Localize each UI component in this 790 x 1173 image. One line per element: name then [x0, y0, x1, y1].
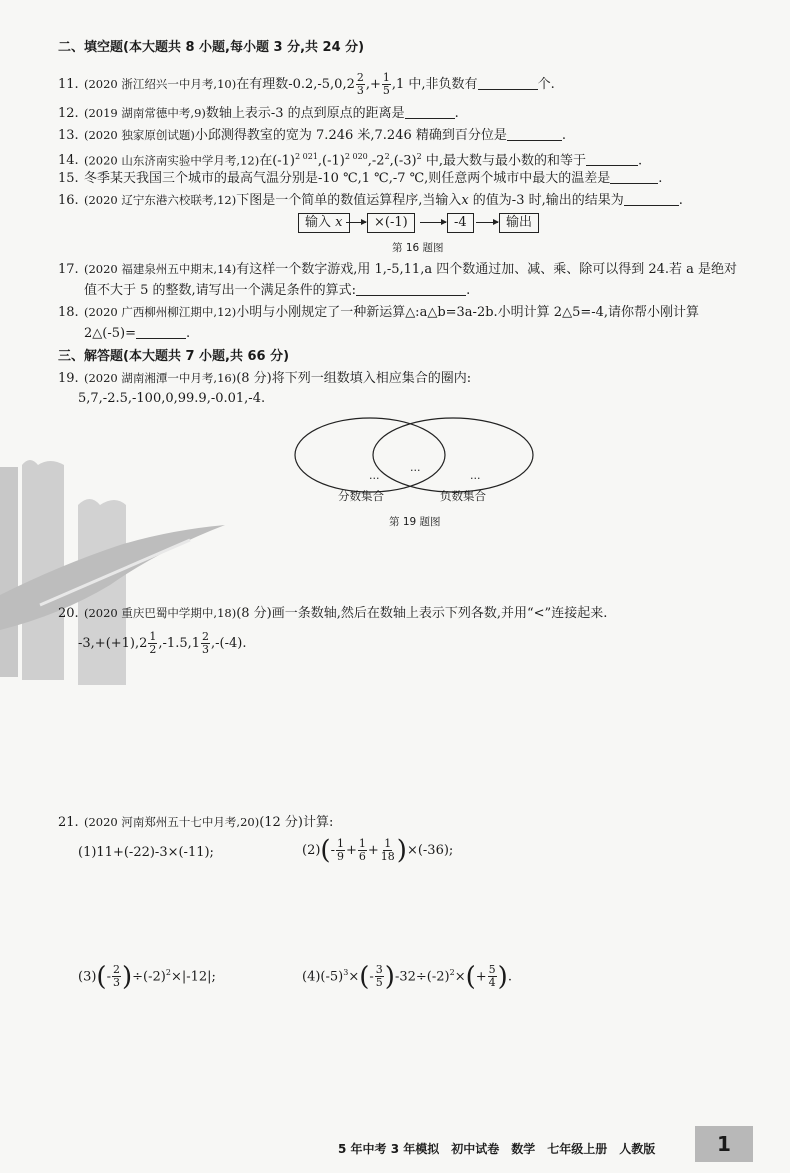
question-number: 19. [58, 371, 79, 386]
question-number: 18. [58, 305, 79, 320]
question-15: 15. 冬季某天我国三个城市的最高气温分别是-10 ℃,1 ℃,-7 ℃,则任意两个城市中最大的温差是 . [58, 171, 663, 186]
venn-dots-middle: … [410, 462, 421, 474]
flow-input-box: 输入 x [298, 213, 350, 233]
decorative-background-graphic [0, 455, 240, 695]
question-number: 11. [58, 77, 79, 92]
fraction: $\frac{2}{3}$ [202, 630, 210, 656]
question-source: (2020 山东济南实验中学月考,12) [84, 153, 260, 168]
question-number: 20. [58, 606, 79, 621]
negative-set-ellipse [373, 418, 533, 492]
fraction: $\frac{2}{3}$ [356, 71, 364, 97]
question-12: 12. (2019 湖南常德中考,9)数轴上表示-3 的点到原点的距离是 . [58, 106, 459, 121]
q21-part1: (1)11+(-22)-3×(-11); [78, 845, 214, 860]
question-11: 11. (2020 浙江绍兴一中月考,10)在有理数-0.2,-5,0,2 $\frac{2}{3}$ ,+ $\frac{1}{5}$ ,1 中,非负数有 个. [58, 71, 555, 97]
question-source: (2020 福建泉州五中期末,14) [84, 262, 237, 276]
flow-arrow [420, 222, 446, 223]
venn-dots-left: … [369, 470, 380, 482]
flow-output-box: 输出 [499, 213, 539, 233]
section-fill-in-title: 二、填空题(本大题共 8 小题,每小题 3 分,共 24 分) [58, 40, 365, 55]
flow-step1-box: ×(-1) [367, 213, 415, 233]
q21-part3: (3)(- $\frac{2}{3}$ )$\div(-2)^2\times|-12|$; [78, 961, 216, 992]
question-number: 12. [58, 106, 79, 121]
fraction: $\frac{5}{4}$ [488, 963, 496, 990]
question-number: 13. [58, 128, 79, 143]
fraction: $\frac{3}{5}$ [375, 963, 383, 990]
flow-arrow [346, 222, 366, 223]
footer-book-title: 5 年中考 3 年模拟 初中试卷 数学 七年级上册 人教版 [338, 1142, 656, 1156]
question-source: (2020 湖南湘潭一中月考,16) [84, 371, 237, 385]
question-source: (2020 浙江绍兴一中月考,10) [84, 77, 237, 91]
question-source: (2019 湖南常德中考,9) [84, 106, 206, 120]
question-13: 13. (2020 独家原创试题)小邱测得教室的宽为 7.246 米,7.246 精确到百分位是 . [58, 128, 567, 143]
question-17-cont: 值不大于 5 的整数,请写出一个满足条件的算式: . [84, 283, 471, 298]
figure-caption: 第 19 题图 [389, 516, 441, 528]
figure-caption: 第 16 题图 [392, 242, 444, 254]
answer-blank[interactable] [586, 153, 638, 166]
question-source: (2020 广西柳州柳江期中,12) [84, 305, 237, 319]
question-19: 19. (2020 湖南湘潭一中月考,16)(8 分)将下列一组数填入相应集合的圈内: [58, 371, 472, 386]
question-20: 20. (2020 重庆巴蜀中学期中,18)(8 分)画一条数轴,然后在数轴上表示下列各数,并用“<”连接起来. [58, 606, 608, 621]
answer-blank[interactable] [136, 326, 186, 339]
answer-blank[interactable] [405, 106, 455, 119]
question-source: (2020 辽宁东港六校联考,12) [84, 193, 237, 207]
question-20-numbers: -3,+(+1),2 $\frac{1}{2}$ ,-1.5,1 $\frac{2}{3}$ ,-(-4). [78, 630, 247, 656]
answer-blank[interactable] [507, 128, 562, 141]
question-17: 17. (2020 福建泉州五中期末,14)有这样一个数字游戏,用 1,-5,11,a 四个数通过加、减、乘、除可以得到 24.若 a 是绝对 [58, 262, 738, 277]
section-answer-title: 三、解答题(本大题共 7 小题,共 66 分) [58, 349, 290, 364]
fraction: $\frac{1}{6}$ [358, 837, 366, 863]
question-18: 18. (2020 广西柳州柳江期中,12)小明与小刚规定了一种新运算△:a△b=3a-2b.小明计算 2△5=-4,请你帮小刚计算 [58, 305, 700, 320]
fraction: $\frac{2}{3}$ [112, 963, 120, 990]
question-number: 21. [58, 815, 79, 830]
venn-label-negative: 负数集合 [440, 489, 486, 503]
question-21: 21. (2020 河南郑州五十七中月考,20)(12 分)计算: [58, 815, 334, 830]
question-number: 15. [58, 171, 79, 186]
answer-blank[interactable] [624, 193, 679, 206]
question-18-cont: 2△(-5)= . [84, 326, 191, 341]
answer-blank[interactable] [356, 283, 466, 296]
question-16: 16. (2020 辽宁东港六校联考,12)下图是一个简单的数值运算程序,当输入x 的值为-3 时,输出的结果为 . [58, 193, 683, 208]
question-number: 16. [58, 193, 79, 208]
venn-diagram [290, 415, 550, 495]
venn-label-fraction: 分数集合 [338, 489, 384, 503]
question-14: 14. (2020 山东济南实验中学月考,12)在$(-1)^{2 021},(-1)^{2 020},-2^2,(-3)^2$ 中,最大数与最小数的和等于 . [58, 152, 643, 169]
fraction: $\frac{1}{18}$ [380, 837, 395, 863]
question-number: 17. [58, 262, 79, 277]
fraction: $\frac{1}{9}$ [336, 837, 344, 863]
answer-blank[interactable] [478, 77, 538, 90]
fraction: $\frac{1}{5}$ [382, 71, 390, 97]
q21-part4: $(4)(-5)^3\times(-$ $\frac{3}{5}$ )$-32\div(-2)^2\times(+$ $\frac{5}{4}$ ). [302, 961, 512, 992]
flow-step2-box: -4 [447, 213, 474, 233]
fraction: $\frac{1}{2}$ [149, 630, 157, 656]
question-19-numbers: 5,7,-2.5,-100,0,99.9,-0.01,-4. [78, 391, 266, 406]
answer-blank[interactable] [610, 171, 658, 184]
flow-arrow [476, 222, 498, 223]
q21-part2: (2)(- $\frac{1}{9}$ + $\frac{1}{6}$ + $\frac{1}{18}$ )×(-36); [302, 835, 454, 866]
page-number: 1 [695, 1126, 753, 1162]
question-number: 14. [58, 153, 79, 169]
question-source: (2020 河南郑州五十七中月考,20) [84, 815, 260, 829]
question-source: (2020 重庆巴蜀中学期中,18) [84, 606, 237, 620]
question-source: (2020 独家原创试题) [84, 128, 195, 142]
venn-dots-right: … [470, 470, 481, 482]
